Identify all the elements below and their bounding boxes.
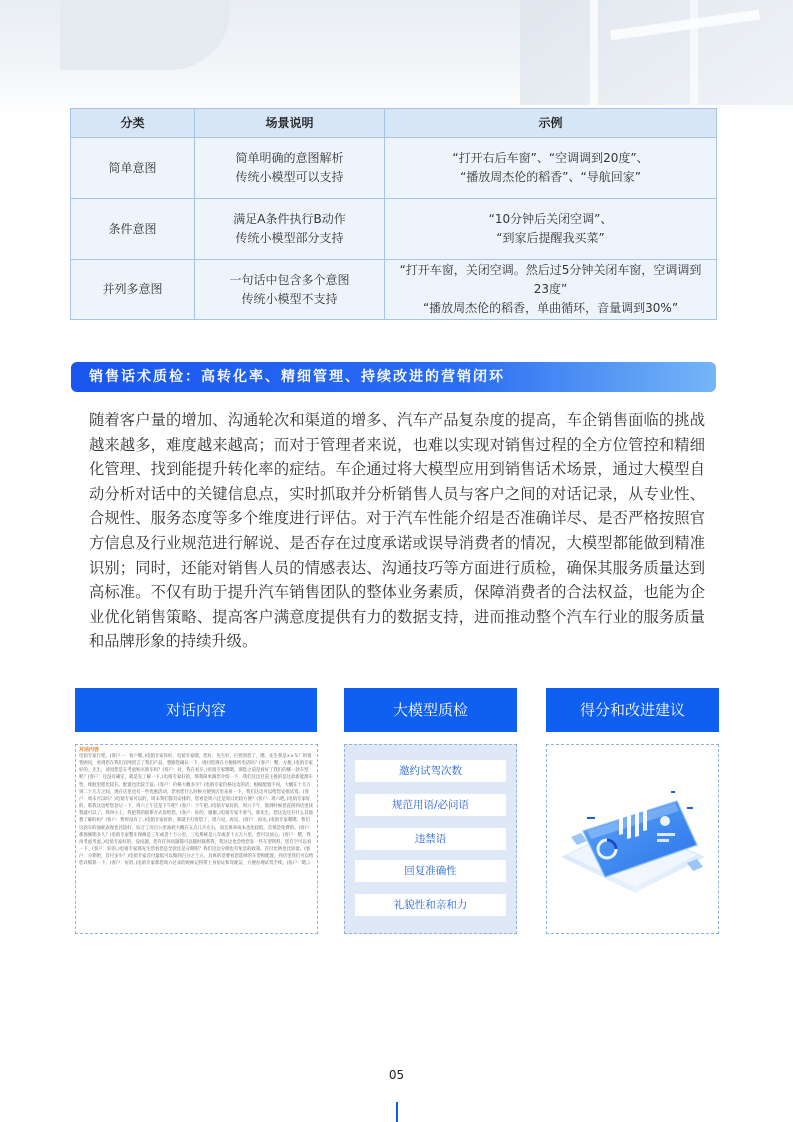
dialog-transcript-title: 对话内容 (79, 747, 100, 753)
cell-line: 简单明确的意图解析 (235, 151, 344, 165)
table-cell-description (195, 138, 385, 199)
qc-item: 礼貌性和亲和力 (355, 894, 506, 916)
cell-line: “10分钟后关闭空调”、 (488, 212, 613, 226)
background-shape (590, 0, 598, 105)
qc-item: 规范用语/必问语 (355, 794, 506, 816)
cell-line: “到家后提醒我买菜” (496, 231, 605, 245)
qc-item: 违禁语 (355, 828, 506, 850)
dialog-content-header: 对话内容 (75, 688, 317, 732)
table-row (71, 260, 717, 320)
cell-line: 一句话中包含多个意图 (229, 272, 350, 287)
background-shape (60, 0, 230, 70)
table-cell-category: 条件意图 (71, 199, 195, 260)
page-marker-line (396, 1102, 398, 1122)
dialog-transcript-text: 电销专家行吧。(客户一：客户嗯。)电销专家你好，电销专家嗯，您好，先生好，打扰到您了，嗯，先生我是××车厂的销售顾问，看到您在我们官网留言了我们产品，想跟您确认一下，请问您现在方便接听电话吗？(客户：嗯，方便。)电销专家好的，先生，请问您是在考虑购买新车吗？(客户：对，我在看车。)电销专家嗯嗯，那您之前是看好了我们的哪一款车型呢？(客户：还没有确定，就是先了解一下。)电销专家好的，那我简单跟您介绍一下，我们这边目前主推的是这款新能源车型，续航里程比较长，配置也比较丰富。(客户：价格大概多少？)电销专家价格这边的话，根据配置不同，大概在十几万到二十几万之间，现在店里也有一些优惠活动，您看您什么时候方便到店里来看一下，我们这边可以给您安排试驾。(客户：周末可以吗？)电销专家可以的，周末我们都有安排的，您看是周六还是周日比较方便？(客户：周六吧。)电销专家好的，那我这边给您登记一下，周六上午还是下午呢？(客户：下午吧。)电销专家好的，周六下午，那到时候您直接到店里找我就可以了，我叫小王，我把我的联系方式发给您。(客户：好的，谢谢。)电销专家不客气，那先生，您这边还有什么其他想了解的吗？(客户：暂时没有了。)电销专家好的，那就不打扰您了，周六见，再见。(客户：再见。)电销专家嗯嗯，我们这款车的油耗表现也比较好，综合工况百公里油耗大概在五点几升左右，而且保养成本也比较低，首保是免费的。(客户：那保修期多久？)电销专家整车保修是三年或者十万公里，三电系统是八年或者十五万公里，您可以放心。(客户：嗯，我再考虑考虑。)电销专家好的，没问题，您有任何问题都可以随时联系我，我这边也会给您发一些车型资料，您有空可以看一下。(客户：好的。)电销专家那先生您看您是全款还是分期呢？我们这边分期也有免息的政策，首付比例也比较低。(客户：分期吧，首付多少？)电销专家首付最低可以做到百分之十五，具体的话要看您选择的车型和配置，到店里我们可以给您详细算一下。(客户：好的。)电销专家那您周六过来的时候记得带上身份证和驾驶证，方便办理试驾手续。(客户：嗯。) (79, 754, 314, 867)
table-header-category: 分类 (71, 109, 195, 138)
score-illustration-panel (546, 744, 719, 934)
score-suggestion-header: 得分和改进建议 (546, 688, 719, 732)
qc-items-panel (344, 744, 517, 934)
table-cell-description (195, 199, 385, 260)
qc-item: 回复准确性 (355, 860, 506, 882)
table-header-example: 示例 (385, 109, 717, 138)
cell-line: 传统小模型部分支持 (235, 231, 344, 245)
table-cell-example (385, 260, 717, 320)
table-header-row (71, 109, 717, 138)
cell-line: “打开右后车窗”、“空调调到20度”、 (452, 151, 649, 165)
table-row (71, 138, 717, 199)
cell-line: “打开车窗，关闭空调。然后过5分钟关闭车窗，空调调到 (399, 263, 702, 277)
cell-line: 23度” (533, 282, 568, 296)
table-header-description: 场景说明 (195, 109, 385, 138)
cell-line: 满足A条件执行B动作 (233, 212, 346, 226)
header-background-image (0, 0, 793, 120)
cell-line: 传统小模型可以支持 (235, 170, 344, 184)
cell-line: 传统小模型不支持 (241, 291, 338, 306)
dialog-transcript-panel (75, 744, 318, 934)
intent-table (70, 108, 717, 320)
body-paragraph: 随着客户量的增加、沟通轮次和渠道的增多、汽车产品复杂度的提高，车企销售面临的挑战越来越多，难度越来越高；而对于管理者来说，也难以实现对销售过程的全方位管控和精细化管理、找到能提升转化率的症结。车企通过将大模型应用到销售话术场景，通过大模型自动分析对话中的关键信息点，实时抓取并分析销售人员与客户之间的对话记录，从专业性、合规性、服务态度等多个维度进行评估。对于汽车性能介绍是否准确详尽、是否严格按照官方信息及行业规范进行解说、是否存在过度承诺或误导消费者的情况，大模型都能做到精准识别；同时，还能对销售人员的情感表达、沟通技巧等方面进行质检，确保其服务质量达到高标准。不仅有助于提升汽车销售团队的整体业务素质，保障消费者的合法权益，也能为企业优化销售策略、提高客户满意度提供有力的数据支持，进而推动整个汽车行业的服务质量和品牌形象的持续升级。 (89, 411, 705, 651)
model-qc-header: 大模型质检 (344, 688, 517, 732)
page-number: 05 (388, 1068, 405, 1082)
table-cell-example (385, 138, 717, 199)
cell-line: “播放周杰伦的稻香，单曲循环，音量调到30%” (422, 301, 679, 315)
table-cell-category: 简单意图 (71, 138, 195, 199)
cell-line: “播放周杰伦的稻香”、“导航回家” (460, 170, 641, 184)
table-row (71, 199, 717, 260)
table-cell-description (195, 260, 385, 320)
qc-item: 邀约试驾次数 (355, 760, 506, 782)
table-cell-category: 并列多意图 (71, 260, 195, 320)
dashboard-illustration-icon (547, 745, 718, 933)
section-title-banner: 销售话术质检：高转化率、精细管理、持续改进的营销闭环 (71, 362, 716, 392)
background-shape (690, 0, 698, 105)
table-cell-example (385, 199, 717, 260)
